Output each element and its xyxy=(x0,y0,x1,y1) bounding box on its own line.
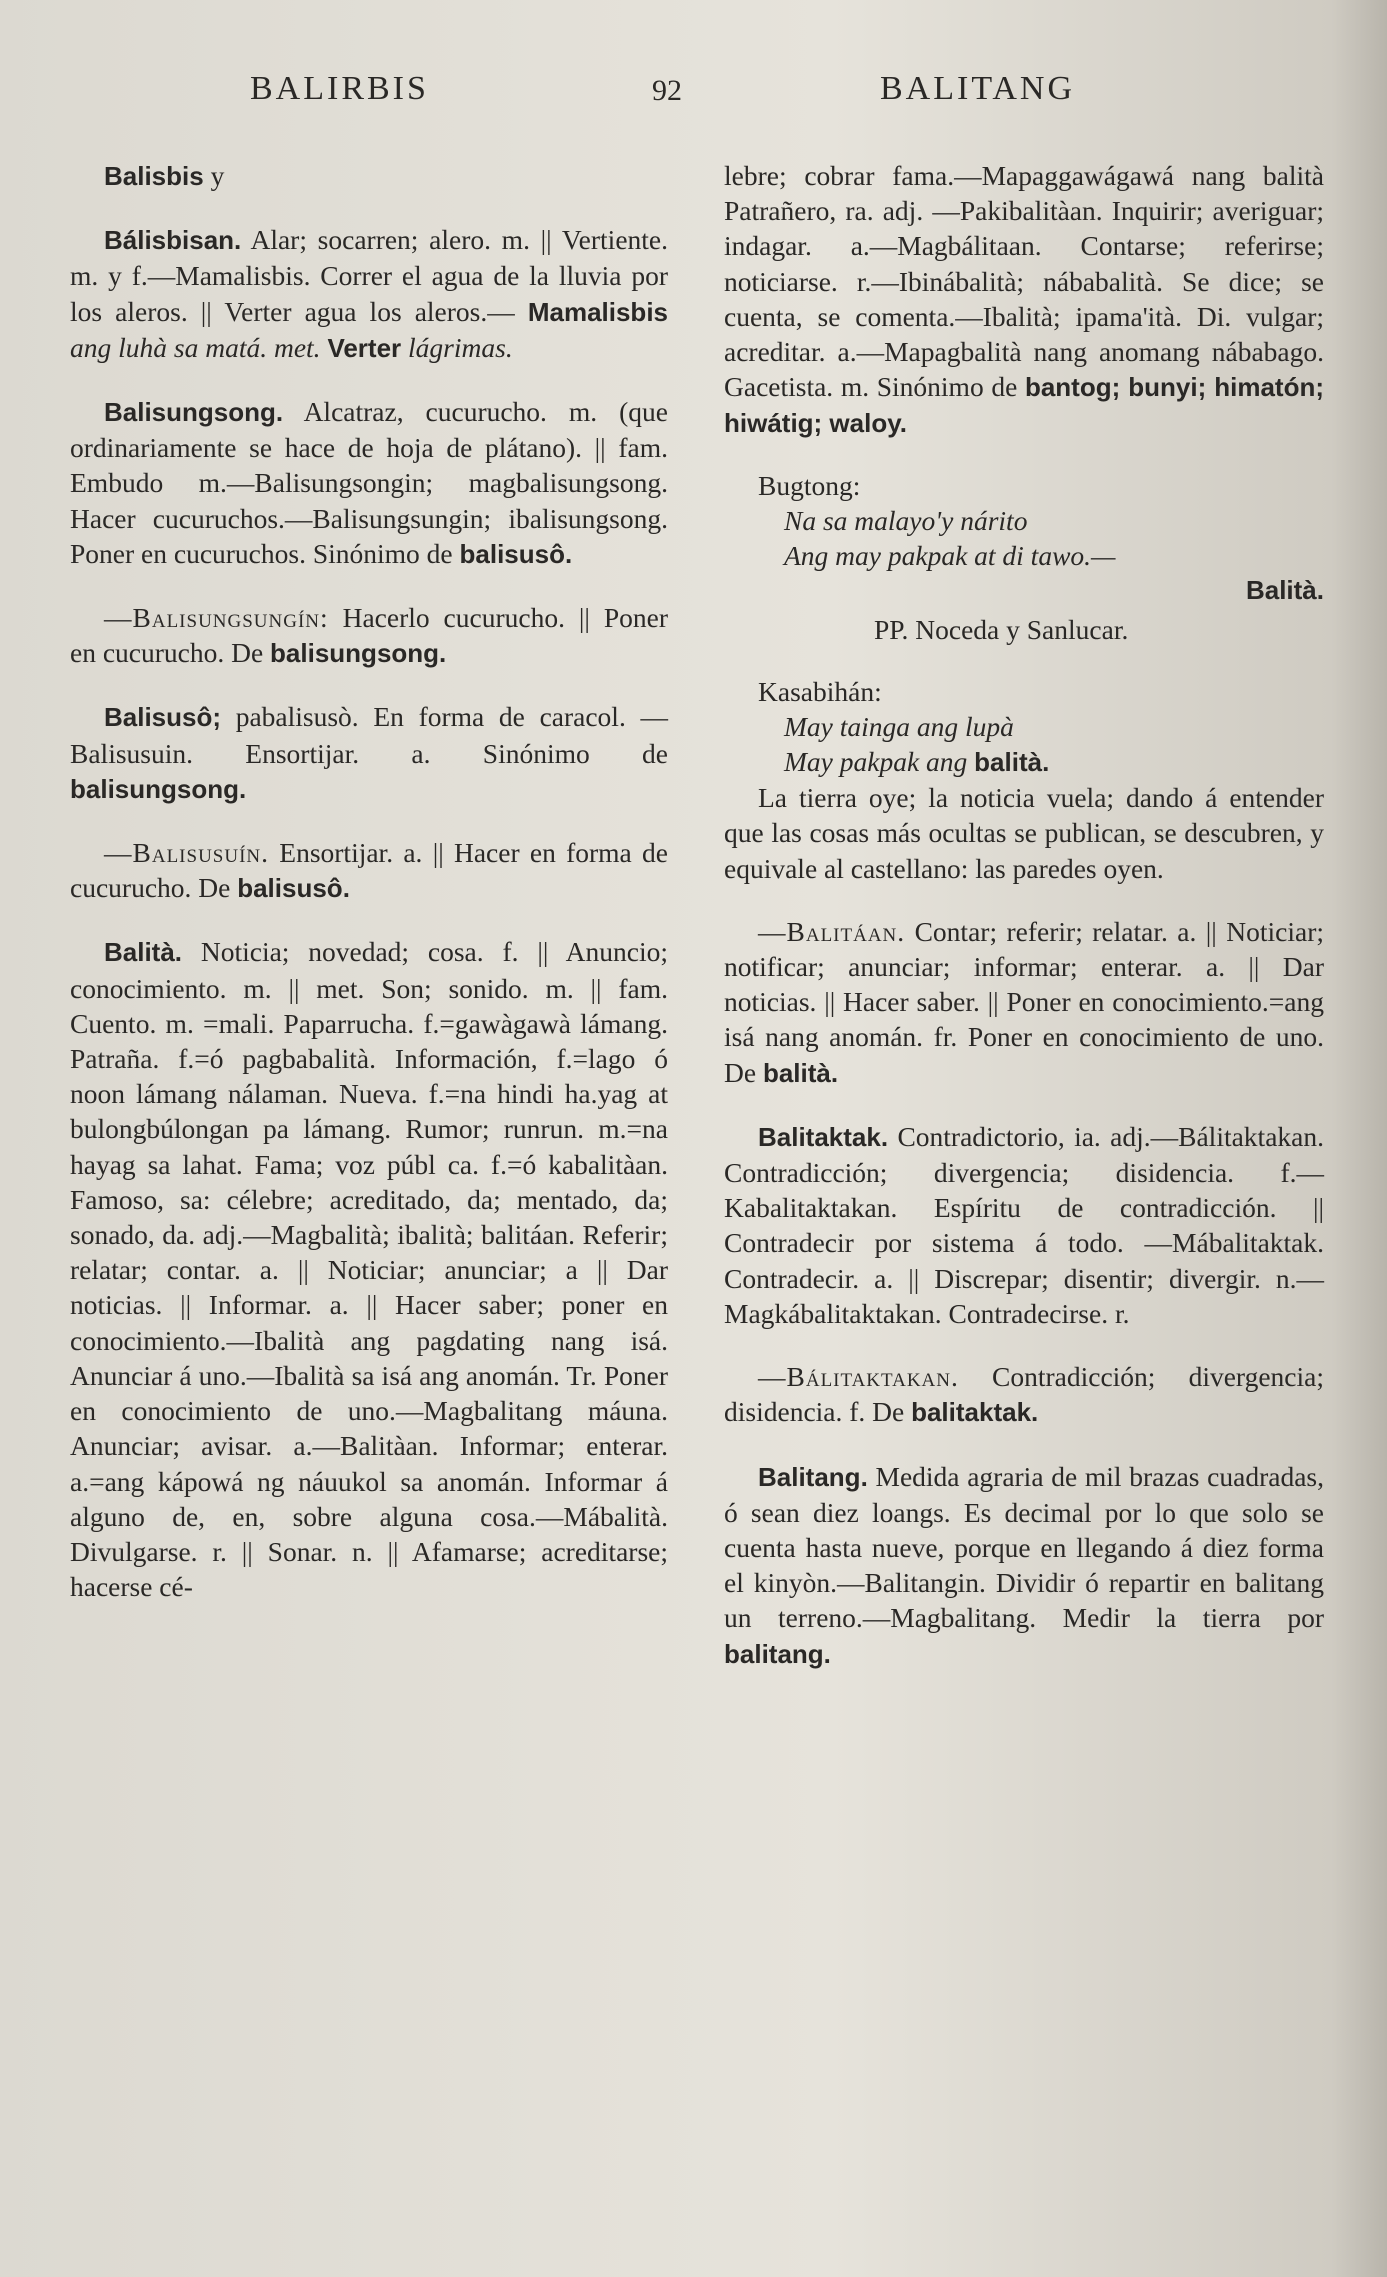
cross-reference: balità. xyxy=(762,1057,839,1088)
page-header xyxy=(0,70,1387,120)
entry-balita xyxy=(70,934,668,1604)
definition: Alar; socarren; alero. m. || Vertiente. m. y f.—Mamalisbis. Correr el agua de la lluvia por los aleros. || Verter agua los aleros.— xyxy=(70,224,668,327)
entry-balitaktak xyxy=(724,1119,1324,1331)
definition: Medida agraria de mil brazas cuadradas, ó sean diez loangs. Es decimal por lo que solo se cuenta hasta nueve, porque en llegando á diez forma el kinyòn.—Balitangin. Dividir ó repartir en balitang un terreno.—Magbalitang. Medir la tierra por xyxy=(724,1460,1324,1634)
definition: pabalisusò. En forma de caracol. —Balisusuin. Ensortijar. a. Sinónimo de xyxy=(70,701,668,769)
headword: Balisungsong. xyxy=(104,397,284,428)
entry-balisuso xyxy=(70,699,668,807)
cross-reference: balitaktak. xyxy=(911,1397,1039,1428)
synonyms: bantog; bunyi; himatón; hiwátig; waloy. xyxy=(724,372,1324,439)
cross-reference: balisungsong. xyxy=(70,773,247,804)
definition: ang luhà sa matá. met. xyxy=(70,331,328,363)
definition: Alcatraz, cucurucho. m. (que ordinariamente se hace de hoja de plátano). || fam. Embudo m.—Balisungsongin; magbalisungsong. Hacer cucuruchos.—Balisungsungin; ibalisungsong. Poner en cucuruchos. Sinónimo de xyxy=(70,396,668,569)
cross-reference: balisungsong. xyxy=(270,638,447,669)
page-number: 92 xyxy=(652,74,682,107)
riddle-line: Na sa malayo'y nárito xyxy=(784,504,1028,536)
definition: Contradictorio, ia. adj.—Bálitaktakan. Contradicción; divergencia; disidencia. f.—Kabalitaktakan. Espíritu de contradicción. || Contradecir por sistema á todo. —Mábalitaktak. Contradecir. a. || Discrepar; disentir; divergir. n.—Magkábalitaktakan. Contradecirse. r. xyxy=(724,1120,1324,1329)
headword: Bálisbisan. xyxy=(104,225,242,256)
riddle-answer: Balità. xyxy=(1245,575,1324,606)
cross-reference: balitang. xyxy=(724,1638,831,1669)
cross-reference: balisusô. xyxy=(459,538,573,569)
entry-balita-continued xyxy=(724,158,1324,442)
subentry-balitaan xyxy=(724,914,1324,1091)
definition: Contar; referir; relatar. a. || Noticiar; notificar; anunciar; informar; enterar. a. || Dar noticias. || Hacer saber. || Poner en conocimiento.=ang isá nang anomán. fr. Poner en conocimiento de uno. De xyxy=(724,915,1324,1088)
subentry-headword: —Bálitaktakan. xyxy=(758,1361,959,1393)
definition: Noticia; novedad; cosa. f. || Anuncio; conocimiento. m. || met. Son; sonido. m. || fam. Cuento. m. =mali. Paparrucha. f.=gawàgawà lámang. Patraña. f.=ó pagbabalità. Información, f.=lago ó noon lámang nálaman. Nueva. f.=na hindi ha.yag at bulongbúlongan pa lámang. Rumor; runrun. m.=na hayag sa lahat. Fama; voz públ ca. f.=ó kabalitàan. Famoso, sa: célebre; acreditado, da; mentado, da; sonado, da. adj.—Magbalità; ibalità; balitáan. Referir; relatar; contar. a. || Noticiar; anunciar; a || Dar noticias. || Informar. a. || Hacer saber; poner en conocimiento.—Ibalità ang pagdating nang isá. Anunciar á uno.—Ibalità sa isá ang anomán. Tr. Poner en conocimiento de uno.—Magbalitang máuna. Anunciar; avisar. a.—Balitàan. Informar; enterar. a.=ang kápowá ng náuukol sa anomán. Informar á alguno de, en, sobre alguna cosa.—Mábalità. Divulgarse. r. || Sonar. n. || Afamarse; acreditarse; hacerse cé- xyxy=(70,936,668,1603)
header-right-guide-word: BALITANG xyxy=(880,70,1076,107)
bold-term: balità. xyxy=(974,747,1050,778)
definition: Hacerlo cucurucho. || Poner en cucurucho. De xyxy=(70,602,668,669)
riddle-line: Ang may pakpak at di tawo.— xyxy=(784,540,1116,572)
definition: Contradicción; divergencia; disidencia. f. De xyxy=(724,1361,1324,1428)
saying-line: May tainga ang lupà xyxy=(784,710,1014,742)
entry-balisbis xyxy=(70,158,668,194)
entry-balitang xyxy=(724,1459,1324,1672)
riddle-block xyxy=(724,468,1324,648)
subentry-balisungsungin xyxy=(70,600,668,671)
right-column xyxy=(724,158,1324,1700)
saying-label: Kasabihán: xyxy=(758,675,882,707)
riddle-label: Bugtong: xyxy=(758,469,861,501)
headword: Balisusô; xyxy=(104,702,222,733)
subentry-headword: —Balisusuín. xyxy=(104,837,269,869)
saying-explanation: La tierra oye; la noticia vuela; dando á entender que las cosas más ocultas se publican, se descubren, y equivale al castellano: las paredes oyen. xyxy=(724,782,1324,884)
saying-line xyxy=(784,744,1324,780)
bold-term: Verter xyxy=(327,332,402,363)
headword: Balità. xyxy=(104,937,183,968)
subentry-balitaktakan xyxy=(724,1359,1324,1430)
definition: lebre; cobrar fama.—Mapaggawágawá nang balità Patrañero, ra. adj. —Pakibalitàan. Inquirir; averiguar; indagar. a.—Magbálitaan. Contarse; referirse; noticiarse. r.—Ibinábalità; nábabalità. Se dice; se cuenta, se comenta.—Ibalità; ipama'ità. Di. vulgar; acreditar. a.—Mapagbalità nang anomang nábabago. Gacetista. m. Sinónimo de xyxy=(724,160,1324,403)
left-column xyxy=(70,158,668,1632)
riddle-source: PP. Noceda y Sanlucar. xyxy=(874,614,1129,646)
saying-block xyxy=(724,674,1324,886)
definition: lágrimas. xyxy=(401,331,513,363)
definition: y xyxy=(203,160,225,191)
saying-text: May pakpak ang xyxy=(784,746,975,778)
entry-balisbisan xyxy=(70,222,668,366)
subentry-headword: —Balisungsungín: xyxy=(104,602,329,634)
bold-term: Mamalisbis xyxy=(527,296,668,327)
header-left-guide-word: BALIRBIS xyxy=(250,70,429,107)
headword: Balisbis xyxy=(104,161,204,191)
subentry-balisusuin xyxy=(70,835,668,906)
cross-reference: balisusô. xyxy=(237,873,350,904)
headword: Balitang. xyxy=(758,1461,868,1492)
definition: Ensortijar. a. || Hacer en forma de cucurucho. De xyxy=(70,837,668,904)
subentry-headword: —Balitáan. xyxy=(758,915,906,947)
headword: Balitaktak. xyxy=(758,1121,889,1152)
entry-balisungsong xyxy=(70,394,668,572)
